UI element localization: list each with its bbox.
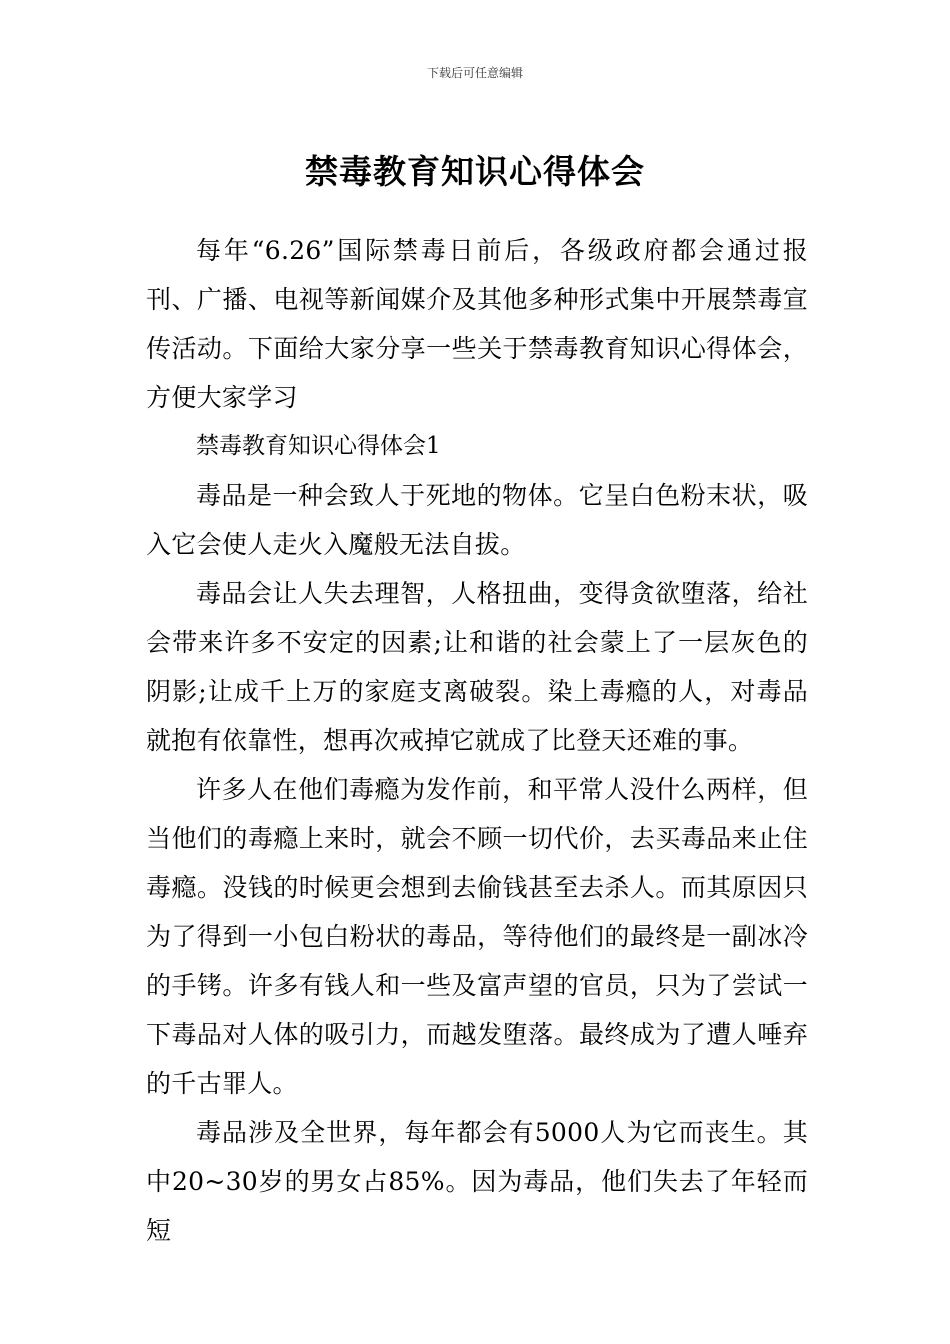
intro-paragraph: 每年“6.26”国际禁毒日前后，各级政府都会通过报刊、广播、电视等新闻媒介及其他多种形式集中开展禁毒宣传活动。下面给大家分享一些关于禁毒教育知识心得体会，方便大家学习 [146, 236, 808, 412]
body-paragraph: 毒品会让人失去理智，人格扭曲，变得贪欲堕落，给社会带来许多不安定的因素;让和谐的社会蒙上了一层灰色的阴影;让成千上万的家庭支离破裂。染上毒瘾的人，对毒品就抱有依靠性，想再次戒掉它就成了比登天还难的事。 [146, 579, 808, 755]
document-body [146, 226, 808, 1255]
body-paragraph: 许多人在他们毒瘾为发作前，和平常人没什么两样，但当他们的毒瘾上来时，就会不顾一切代价，去买毒品来止住毒瘾。没钱的时候更会想到去偷钱甚至去杀人。而其原因只为了得到一小包白粉状的毒品，等待他们的最终是一副冰冷的手铐。许多有钱人和一些及富声望的官员，只为了尝试一下毒品对人体的吸引力，而越发堕落。最终成为了遭人唾弃的千古罪人。 [146, 775, 808, 1098]
body-paragraph: 毒品是一种会致人于死地的物体。它呈白色粉末状，吸入它会使人走火入魔般无法自拔。 [146, 481, 808, 559]
section-heading: 禁毒教育知识心得体会1 [196, 433, 441, 459]
document-title: 禁毒教育知识心得体会 [305, 152, 645, 192]
body-paragraph: 毒品涉及全世界，每年都会有5000人为它而丧生。其中20~30岁的男女占85%。因为毒品，他们失去了年轻而短 [146, 1118, 808, 1245]
header-note: 下载后可任意编辑 [426, 66, 523, 80]
